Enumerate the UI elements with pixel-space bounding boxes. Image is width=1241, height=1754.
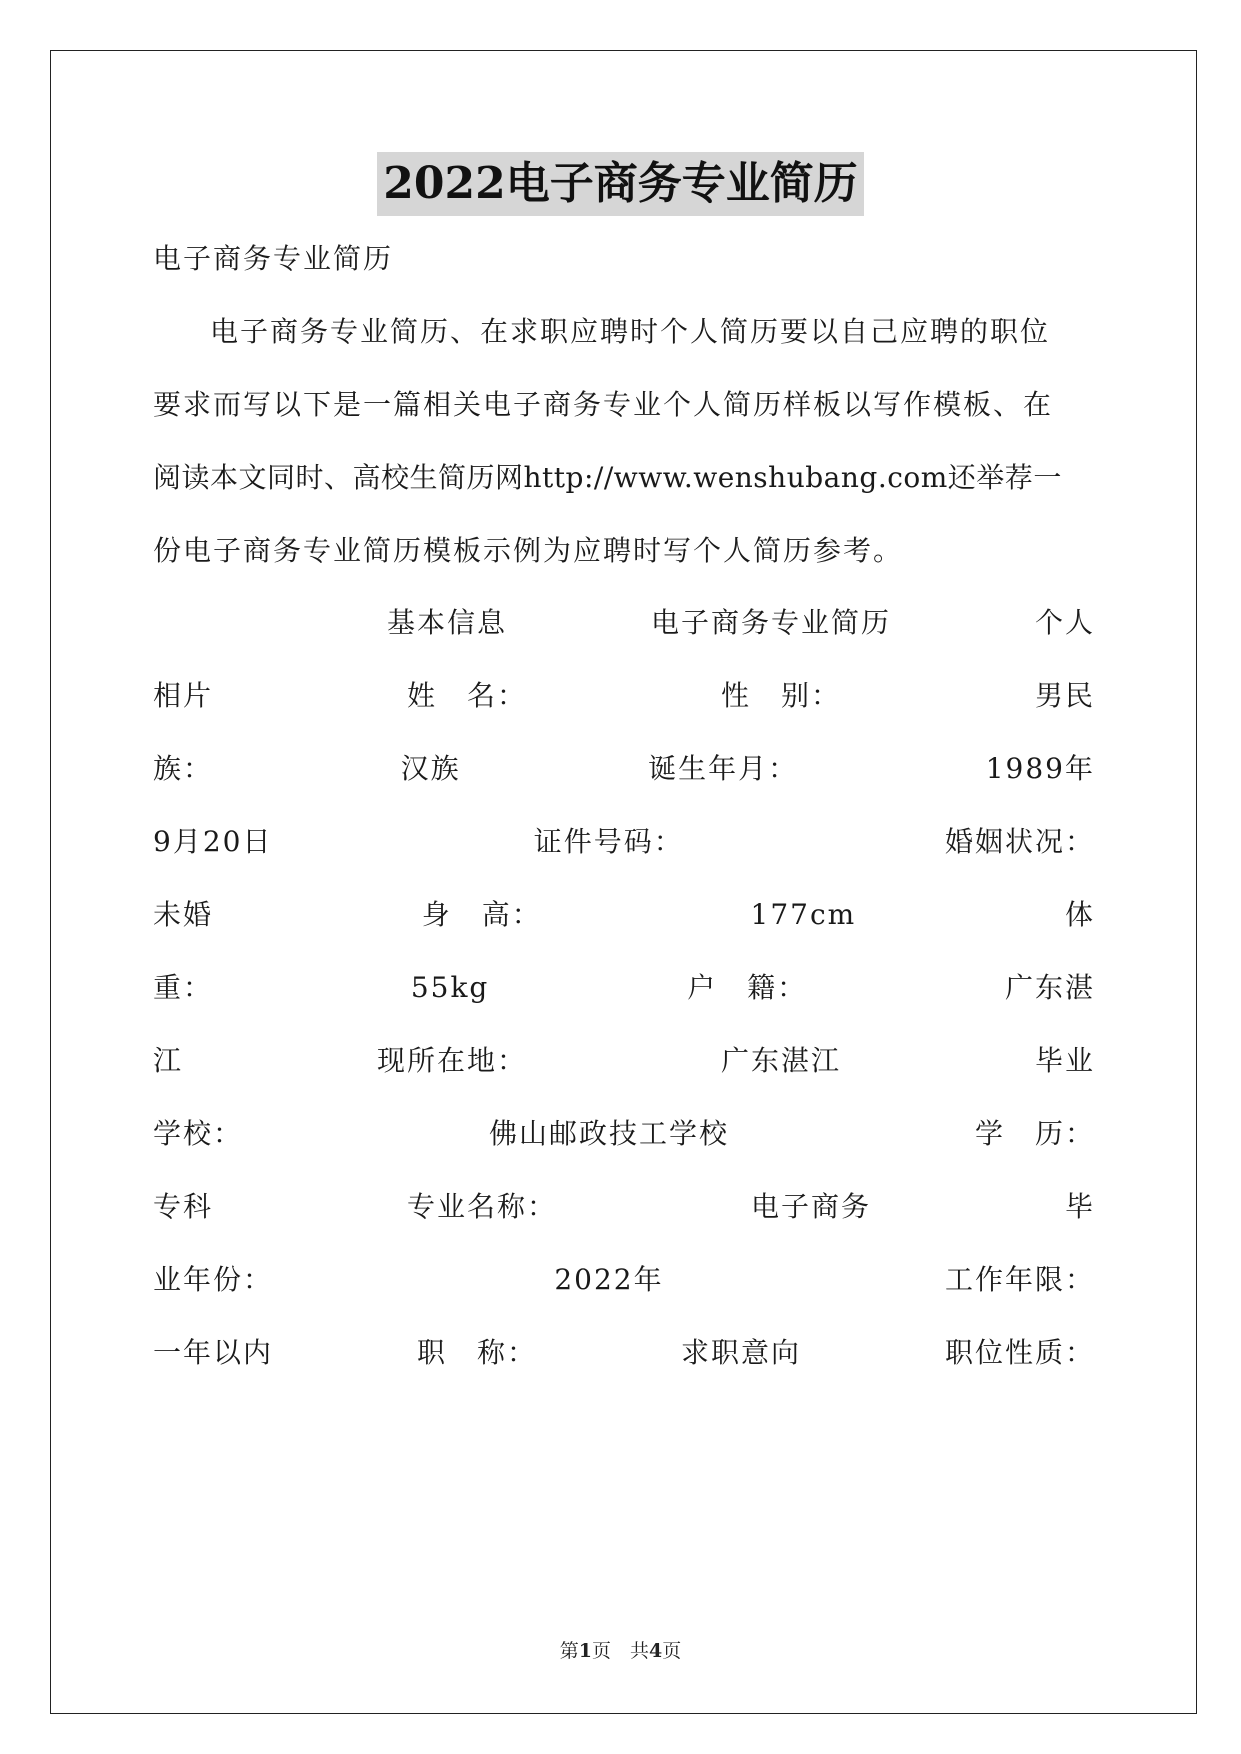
info-cell: 汉族 xyxy=(400,752,461,785)
title-wrap xyxy=(0,152,1241,216)
info-cell: 2022年 xyxy=(554,1263,664,1296)
info-row-2 xyxy=(153,671,1095,721)
info-row-1 xyxy=(153,598,1095,648)
info-cell: 佛山邮政技工学校 xyxy=(488,1117,729,1150)
page-footer xyxy=(0,1636,1241,1663)
info-cell: 工作年限： xyxy=(944,1263,1095,1296)
info-cell: 证件号码： xyxy=(533,825,684,858)
info-cell: 广东湛江 xyxy=(720,1044,841,1077)
info-cell: 个人 xyxy=(1034,606,1095,639)
info-row-8 xyxy=(153,1109,1095,1159)
info-cell: 身 高： xyxy=(421,898,542,931)
info-cell: 现所在地： xyxy=(376,1044,527,1077)
intro-line-3: 阅读本文同时、高校生简历网http://www.wenshubang.com还举荐一 xyxy=(153,461,1062,494)
info-cell: 电子商务专业简历 xyxy=(650,606,891,639)
info-cell: 族： xyxy=(153,752,214,785)
footer-page-number: 1 xyxy=(578,1640,592,1662)
page-border xyxy=(50,50,1197,1714)
info-cell: 江 xyxy=(153,1044,184,1077)
subtitle: 电子商务专业简历 xyxy=(153,242,394,275)
intro-line-1: 电子商务专业简历、在求职应聘时个人简历要以自己应聘的职位 xyxy=(210,315,1051,348)
document-title: 2022电子商务专业简历 xyxy=(377,152,863,216)
info-row-7 xyxy=(153,1036,1095,1086)
info-cell: 55kg xyxy=(410,971,490,1004)
info-cell: 户 籍： xyxy=(687,971,808,1004)
info-cell: 一年以内 xyxy=(153,1336,274,1369)
info-row-3 xyxy=(153,744,1095,794)
info-cell: 职 称： xyxy=(416,1336,537,1369)
info-cell: 男民 xyxy=(1034,679,1095,712)
intro-line-4: 份电子商务专业简历模板示例为应聘时写个人简历参考。 xyxy=(153,534,904,567)
footer-page-total: 4 xyxy=(649,1640,663,1662)
info-cell: 专业名称： xyxy=(406,1190,557,1223)
info-cell: 电子商务 xyxy=(750,1190,871,1223)
info-cell: 重： xyxy=(153,971,214,1004)
info-cell: 职位性质： xyxy=(944,1336,1095,1369)
info-row-10 xyxy=(153,1255,1095,1305)
footer-prefix: 第 xyxy=(559,1640,579,1662)
info-row-5 xyxy=(153,890,1095,940)
info-cell: 学校： xyxy=(153,1117,244,1150)
info-cell: 1989年 xyxy=(985,752,1095,785)
info-cell: 诞生年月： xyxy=(648,752,799,785)
info-row-4 xyxy=(153,817,1095,867)
info-cell: 婚姻状况： xyxy=(944,825,1095,858)
intro-line-2: 要求而写以下是一篇相关电子商务专业个人简历样板以写作模板、在 xyxy=(153,388,1054,421)
info-cell: 毕业 xyxy=(1034,1044,1095,1077)
info-cell: 未婚 xyxy=(153,898,214,931)
info-cell: 体 xyxy=(1064,898,1095,931)
info-cell: 毕 xyxy=(1064,1190,1095,1223)
info-row-6 xyxy=(153,963,1095,1013)
info-row-9 xyxy=(153,1182,1095,1232)
info-cell: 基本信息 xyxy=(386,606,507,639)
footer-mid: 页 共 xyxy=(591,1640,649,1662)
info-cell xyxy=(153,598,243,648)
info-cell: 性 别： xyxy=(720,679,841,712)
info-cell: 专科 xyxy=(153,1190,214,1223)
info-cell: 9月20日 xyxy=(153,825,273,858)
info-cell: 姓 名： xyxy=(406,679,527,712)
info-cell: 177cm xyxy=(750,898,857,931)
info-cell: 求职意向 xyxy=(680,1336,801,1369)
footer-suffix: 页 xyxy=(662,1640,682,1662)
info-cell: 学 历： xyxy=(974,1117,1095,1150)
info-cell: 广东湛 xyxy=(1004,971,1095,1004)
info-cell: 相片 xyxy=(153,679,214,712)
info-cell: 业年份： xyxy=(153,1263,274,1296)
info-row-11 xyxy=(153,1328,1095,1378)
